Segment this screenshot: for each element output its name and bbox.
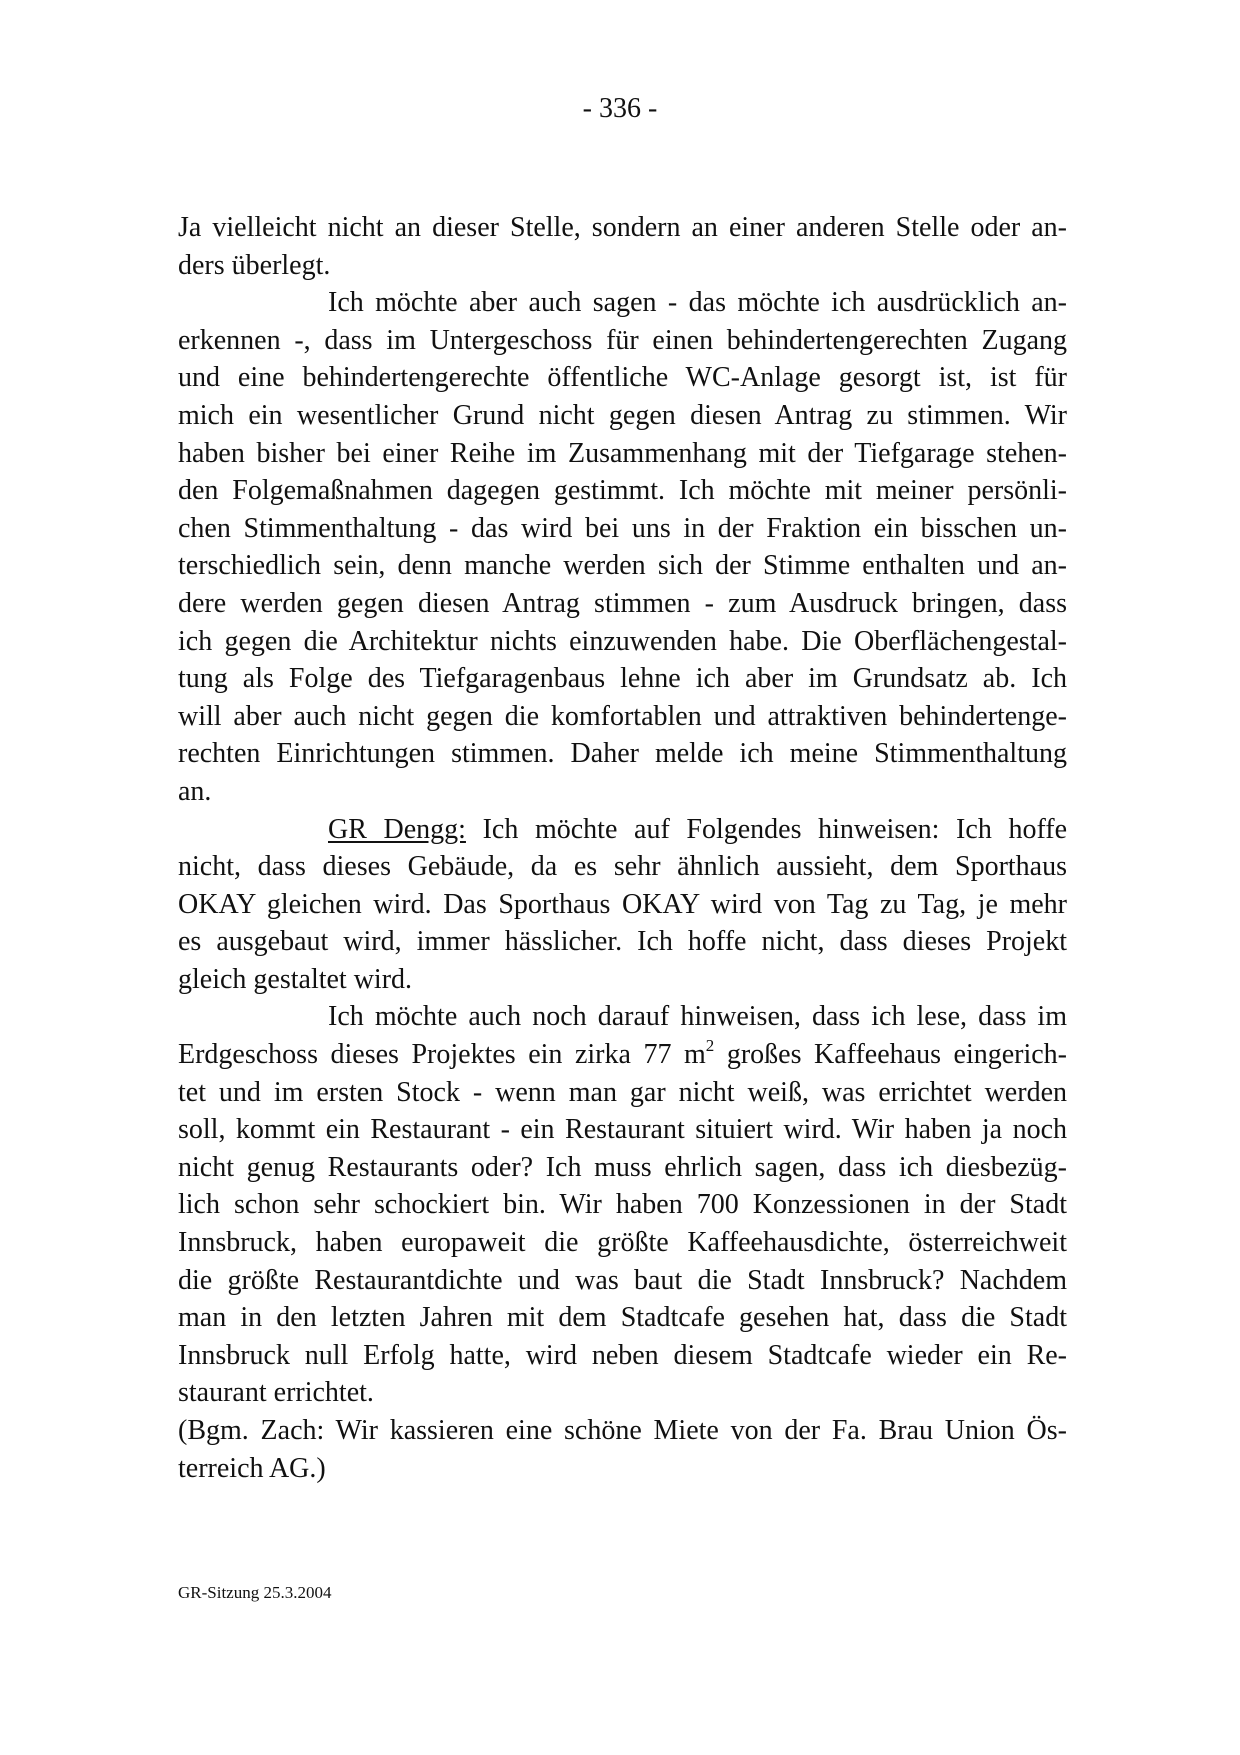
text-segment: großes Kaffeehaus eingerich- <box>726 1039 1067 1071</box>
text-line: haben bisher bei einer Reihe im Zusammenhang mit der Tiefgarage stehen- <box>178 437 1067 469</box>
text-line: erkennen -, dass im Untergeschoss für einen behindertengerechten Zugang <box>178 324 1067 356</box>
text-line: tet und im ersten Stock - wenn man gar nicht weiß, was errichtet werden <box>178 1076 1067 1108</box>
text-line: Ich möchte aber auch sagen - das möchte ich ausdrücklich an- <box>328 287 1067 319</box>
text-line: Ja vielleicht nicht an dieser Stelle, sondern an einer anderen Stelle oder an- <box>178 212 1067 243</box>
text-line: an. <box>178 775 212 807</box>
text-line: man in den letzten Jahren mit dem Stadtcafe gesehen hat, dass die Stadt <box>178 1302 1067 1334</box>
page-number: - 336 - <box>582 93 658 124</box>
text-line: ich gegen die Architektur nichts einzuwenden habe. Die Oberflächengestal- <box>178 625 1067 657</box>
text-line: rechten Einrichtungen stimmen. Daher melde ich meine Stimmenthaltung <box>178 738 1067 770</box>
text-line: OKAY gleichen wird. Das Sporthaus OKAY wird von Tag zu Tag, je mehr <box>178 888 1067 920</box>
body-text <box>178 209 1067 1487</box>
text-line: chen Stimmenthaltung - das wird bei uns in der Fraktion ein bisschen un- <box>178 512 1067 544</box>
text-line: terschiedlich sein, denn manche werden sich der Stimme enthalten und an- <box>178 550 1067 582</box>
text-line: Innsbruck null Erfolg hatte, wird neben diesem Stadtcafe wieder ein Re- <box>178 1339 1067 1371</box>
superscript: 2 <box>705 1036 715 1056</box>
text-line: Innsbruck, haben europaweit die größte Kaffeehausdichte, österreichweit <box>178 1227 1067 1259</box>
text-line-superscript <box>178 1036 1067 1074</box>
speaker-text: Ich möchte auf Folgendes hinweisen: Ich hoffe <box>482 813 1067 845</box>
text-line-speaker <box>178 811 1067 849</box>
text-line: ders überlegt. <box>178 249 331 281</box>
text-line: Ich möchte auch noch darauf hinweisen, dass ich lese, dass im <box>328 1001 1067 1033</box>
text-line: gleich gestaltet wird. <box>178 963 413 995</box>
text-line: nicht, dass dieses Gebäude, da es sehr ähnlich aussieht, dem Sporthaus <box>178 851 1067 883</box>
text-line: nicht genug Restaurants oder? Ich muss ehrlich sagen, dass ich diesbezüg- <box>178 1151 1067 1183</box>
text-line: und eine behindertengerechte öffentliche WC-Anlage gesorgt ist, ist für <box>178 362 1067 394</box>
text-line: terreich AG.) <box>178 1452 326 1484</box>
footer-date: GR-Sitzung 25.3.2004 <box>178 1583 332 1602</box>
text-line: dere werden gegen diesen Antrag stimmen - zum Ausdruck bringen, dass <box>178 587 1067 619</box>
speaker-name: GR Dengg: <box>328 813 466 845</box>
text-line: staurant errichtet. <box>178 1377 374 1409</box>
text-line: es ausgebaut wird, immer hässlicher. Ich hoffe nicht, dass dieses Projekt <box>178 926 1067 958</box>
text-line: mich ein wesentlicher Grund nicht gegen diesen Antrag zu stimmen. Wir <box>178 399 1067 431</box>
text-line: will aber auch nicht gegen die komfortablen und attraktiven behindertenge- <box>178 700 1067 732</box>
text-line: lich schon sehr schockiert bin. Wir haben 700 Konzessionen in der Stadt <box>178 1189 1067 1221</box>
text-segment: Erdgeschoss dieses Projektes ein zirka 77 m <box>178 1039 706 1071</box>
text-line: soll, kommt ein Restaurant - ein Restaurant situiert wird. Wir haben ja noch <box>178 1114 1067 1146</box>
text-line: die größte Restaurantdichte und was baut die Stadt Innsbruck? Nachdem <box>178 1264 1067 1296</box>
text-line: den Folgemaßnahmen dagegen gestimmt. Ich möchte mit meiner persönli- <box>178 475 1067 507</box>
text-line: tung als Folge des Tiefgaragenbaus lehne ich aber im Grundsatz ab. Ich <box>178 663 1067 695</box>
text-line: (Bgm. Zach: Wir kassieren eine schöne Miete von der Fa. Brau Union Ös- <box>178 1415 1067 1446</box>
